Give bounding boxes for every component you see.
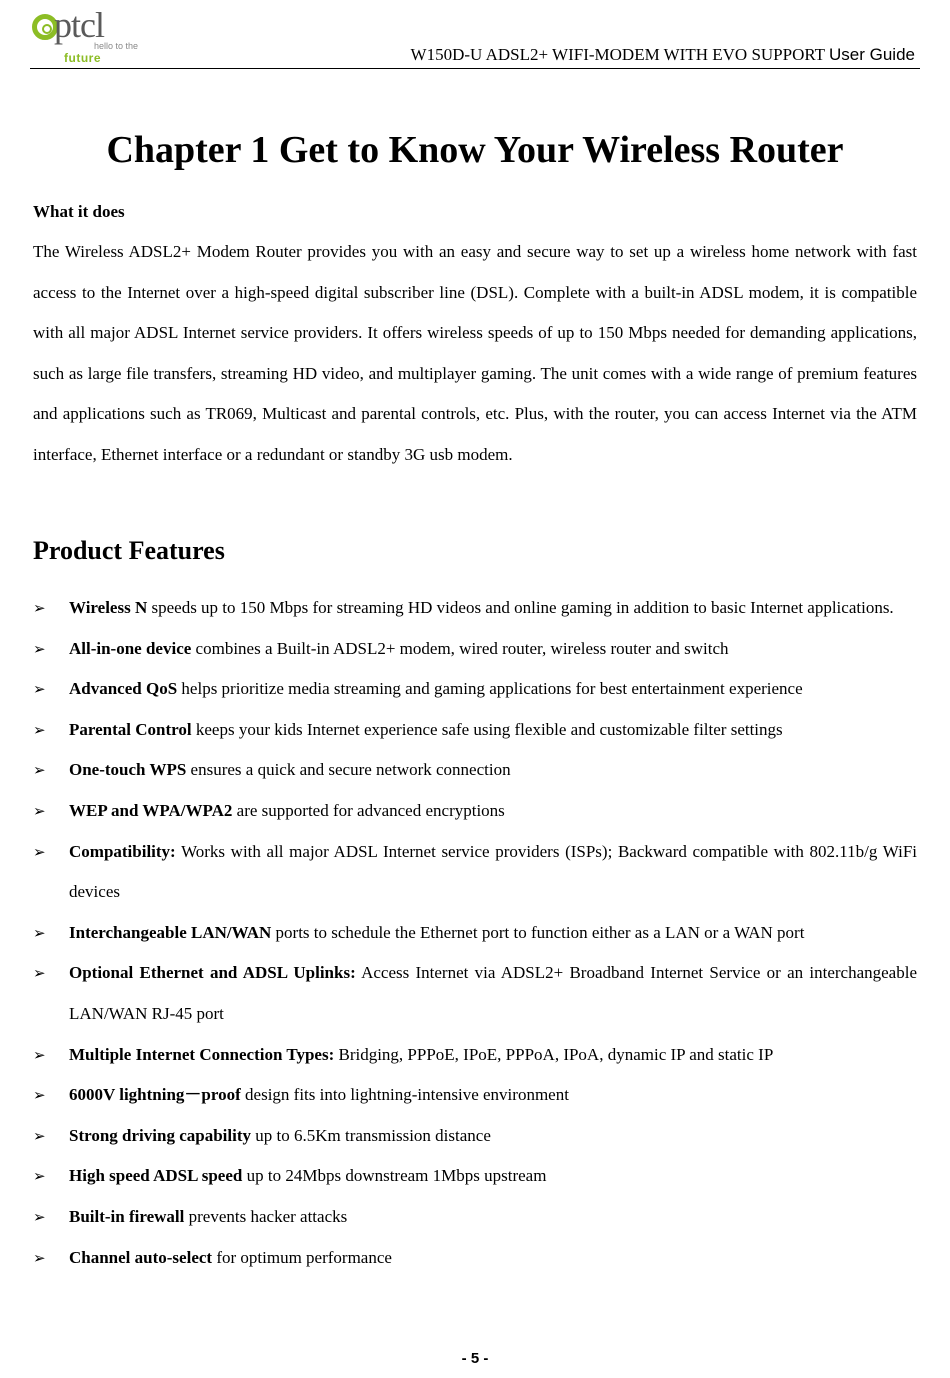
feature-description: Bridging, PPPoE, IPoE, PPPoA, IPoA, dynamic IP and static IP xyxy=(334,1044,774,1064)
arrow-bullet-icon: ➢ xyxy=(33,842,46,861)
feature-item xyxy=(33,791,917,832)
feature-description: for optimum performance xyxy=(212,1247,392,1267)
arrow-bullet-icon: ➢ xyxy=(33,1207,46,1226)
product-features-list xyxy=(33,588,917,1278)
feature-name: Optional Ethernet and ADSL Uplinks: xyxy=(69,963,356,983)
feature-description: up to 6.5Km transmission distance xyxy=(251,1125,491,1145)
feature-description: design fits into lightning-intensive environment xyxy=(240,1085,569,1105)
logo-brand: ptcl xyxy=(54,5,104,45)
feature-item xyxy=(33,913,917,954)
feature-item xyxy=(33,588,917,629)
arrow-bullet-icon: ➢ xyxy=(33,599,46,617)
product-features-heading: Product Features xyxy=(33,536,225,565)
ptcl-logo xyxy=(32,5,142,66)
feature-name: Multiple Internet Connection Types: xyxy=(69,1044,335,1064)
feature-item xyxy=(33,1238,917,1279)
feature-name: All-in-one device xyxy=(69,638,192,658)
running-header xyxy=(411,45,915,65)
feature-name: Interchangeable LAN/WAN xyxy=(69,922,272,942)
feature-item xyxy=(33,1156,917,1197)
feature-name: Advanced QoS xyxy=(69,679,178,699)
feature-description: combines a Built-in ADSL2+ modem, wired router, wireless router and switch xyxy=(191,638,729,658)
feature-item xyxy=(33,1075,917,1116)
feature-description: keeps your kids Internet experience safe using flexible and customizable filter settings xyxy=(191,719,783,739)
feature-description: speeds up to 150 Mbps for streaming HD videos and online gaming in addition to basic Internet applications. xyxy=(147,598,894,617)
arrow-bullet-icon: ➢ xyxy=(33,680,46,699)
feature-item xyxy=(33,710,917,751)
arrow-bullet-icon: ➢ xyxy=(33,639,46,658)
feature-item xyxy=(33,669,917,710)
header-model: W150D-U ADSL2+ WIFI-MODEM WITH EVO SUPPORT xyxy=(410,45,825,64)
feature-name: Channel auto-select xyxy=(69,1247,213,1267)
feature-name: 6000V lightning－proof xyxy=(69,1085,241,1105)
arrow-bullet-icon: ➢ xyxy=(33,964,46,983)
arrow-bullet-icon: ➢ xyxy=(33,1248,46,1267)
arrow-bullet-icon: ➢ xyxy=(33,1045,46,1064)
feature-item xyxy=(33,1197,917,1238)
feature-item xyxy=(33,750,917,791)
feature-name: Built-in firewall xyxy=(69,1206,185,1226)
arrow-bullet-icon: ➢ xyxy=(33,1126,46,1145)
arrow-bullet-icon: ➢ xyxy=(33,761,46,780)
feature-name: One-touch WPS xyxy=(69,760,187,780)
feature-description: ports to schedule the Ethernet port to function either as a LAN or a WAN port xyxy=(271,922,805,942)
feature-name: Compatibility: xyxy=(69,841,176,861)
arrow-bullet-icon: ➢ xyxy=(33,801,46,820)
feature-description: helps prioritize media streaming and gaming applications for best entertainment experience xyxy=(177,679,803,699)
logo-tagline: hello to the xyxy=(94,41,139,51)
arrow-bullet-icon: ➢ xyxy=(33,923,46,942)
header-guide: User Guide xyxy=(829,45,915,64)
feature-name: WEP and WPA/WPA2 xyxy=(69,800,233,820)
feature-description: up to 24Mbps downstream 1Mbps upstream xyxy=(242,1166,547,1186)
arrow-bullet-icon: ➢ xyxy=(33,720,46,739)
feature-name: Wireless N xyxy=(69,598,148,617)
feature-item xyxy=(33,832,917,913)
feature-item xyxy=(33,629,917,670)
feature-item xyxy=(33,1116,917,1157)
feature-item xyxy=(33,1035,917,1076)
feature-description: ensures a quick and secure network connection xyxy=(186,760,511,780)
feature-name: Strong driving capability xyxy=(69,1125,251,1145)
header-rule xyxy=(30,68,920,69)
what-it-does-heading: What it does xyxy=(33,202,125,221)
arrow-bullet-icon: ➢ xyxy=(33,1086,46,1105)
logo-tagline-future: future xyxy=(64,51,101,65)
feature-description: Access Internet via ADSL2+ Broadband Internet Service or an interchangeable LAN/WAN RJ-45 port xyxy=(69,963,917,1023)
feature-name: Parental Control xyxy=(69,719,192,739)
feature-description: prevents hacker attacks xyxy=(184,1206,348,1226)
feature-name: High speed ADSL speed xyxy=(69,1166,243,1186)
feature-description: Works with all major ADSL Internet service providers (ISPs); Backward compatible with 802.11b/g WiFi devices xyxy=(69,841,917,902)
intro-paragraph: The Wireless ADSL2+ Modem Router provides you with an easy and secure way to set up a wireless home network with fast access to the Internet over a high-speed digital subscriber line (DSL). Complete with a built-in ADSL modem, it is compatible with all major ADSL Internet service providers. It offers wireless speeds of up to 150 Mbps needed for demanding applications, such as large file transfers, streaming HD video, and multiplayer gaming. The unit comes with a wide range of premium features and applications such as TR069, Multicast and parental controls, etc. Plus, with the router, you can access Internet via the ATM interface, Ethernet interface or a redundant or standby 3G usb modem. xyxy=(33,242,917,464)
chapter-title: Chapter 1 Get to Know Your Wireless Router xyxy=(106,129,844,171)
arrow-bullet-icon: ➢ xyxy=(33,1167,46,1186)
feature-item xyxy=(33,953,917,1034)
page-number: - 5 - xyxy=(461,1350,489,1367)
feature-description: are supported for advanced encryptions xyxy=(232,800,505,820)
